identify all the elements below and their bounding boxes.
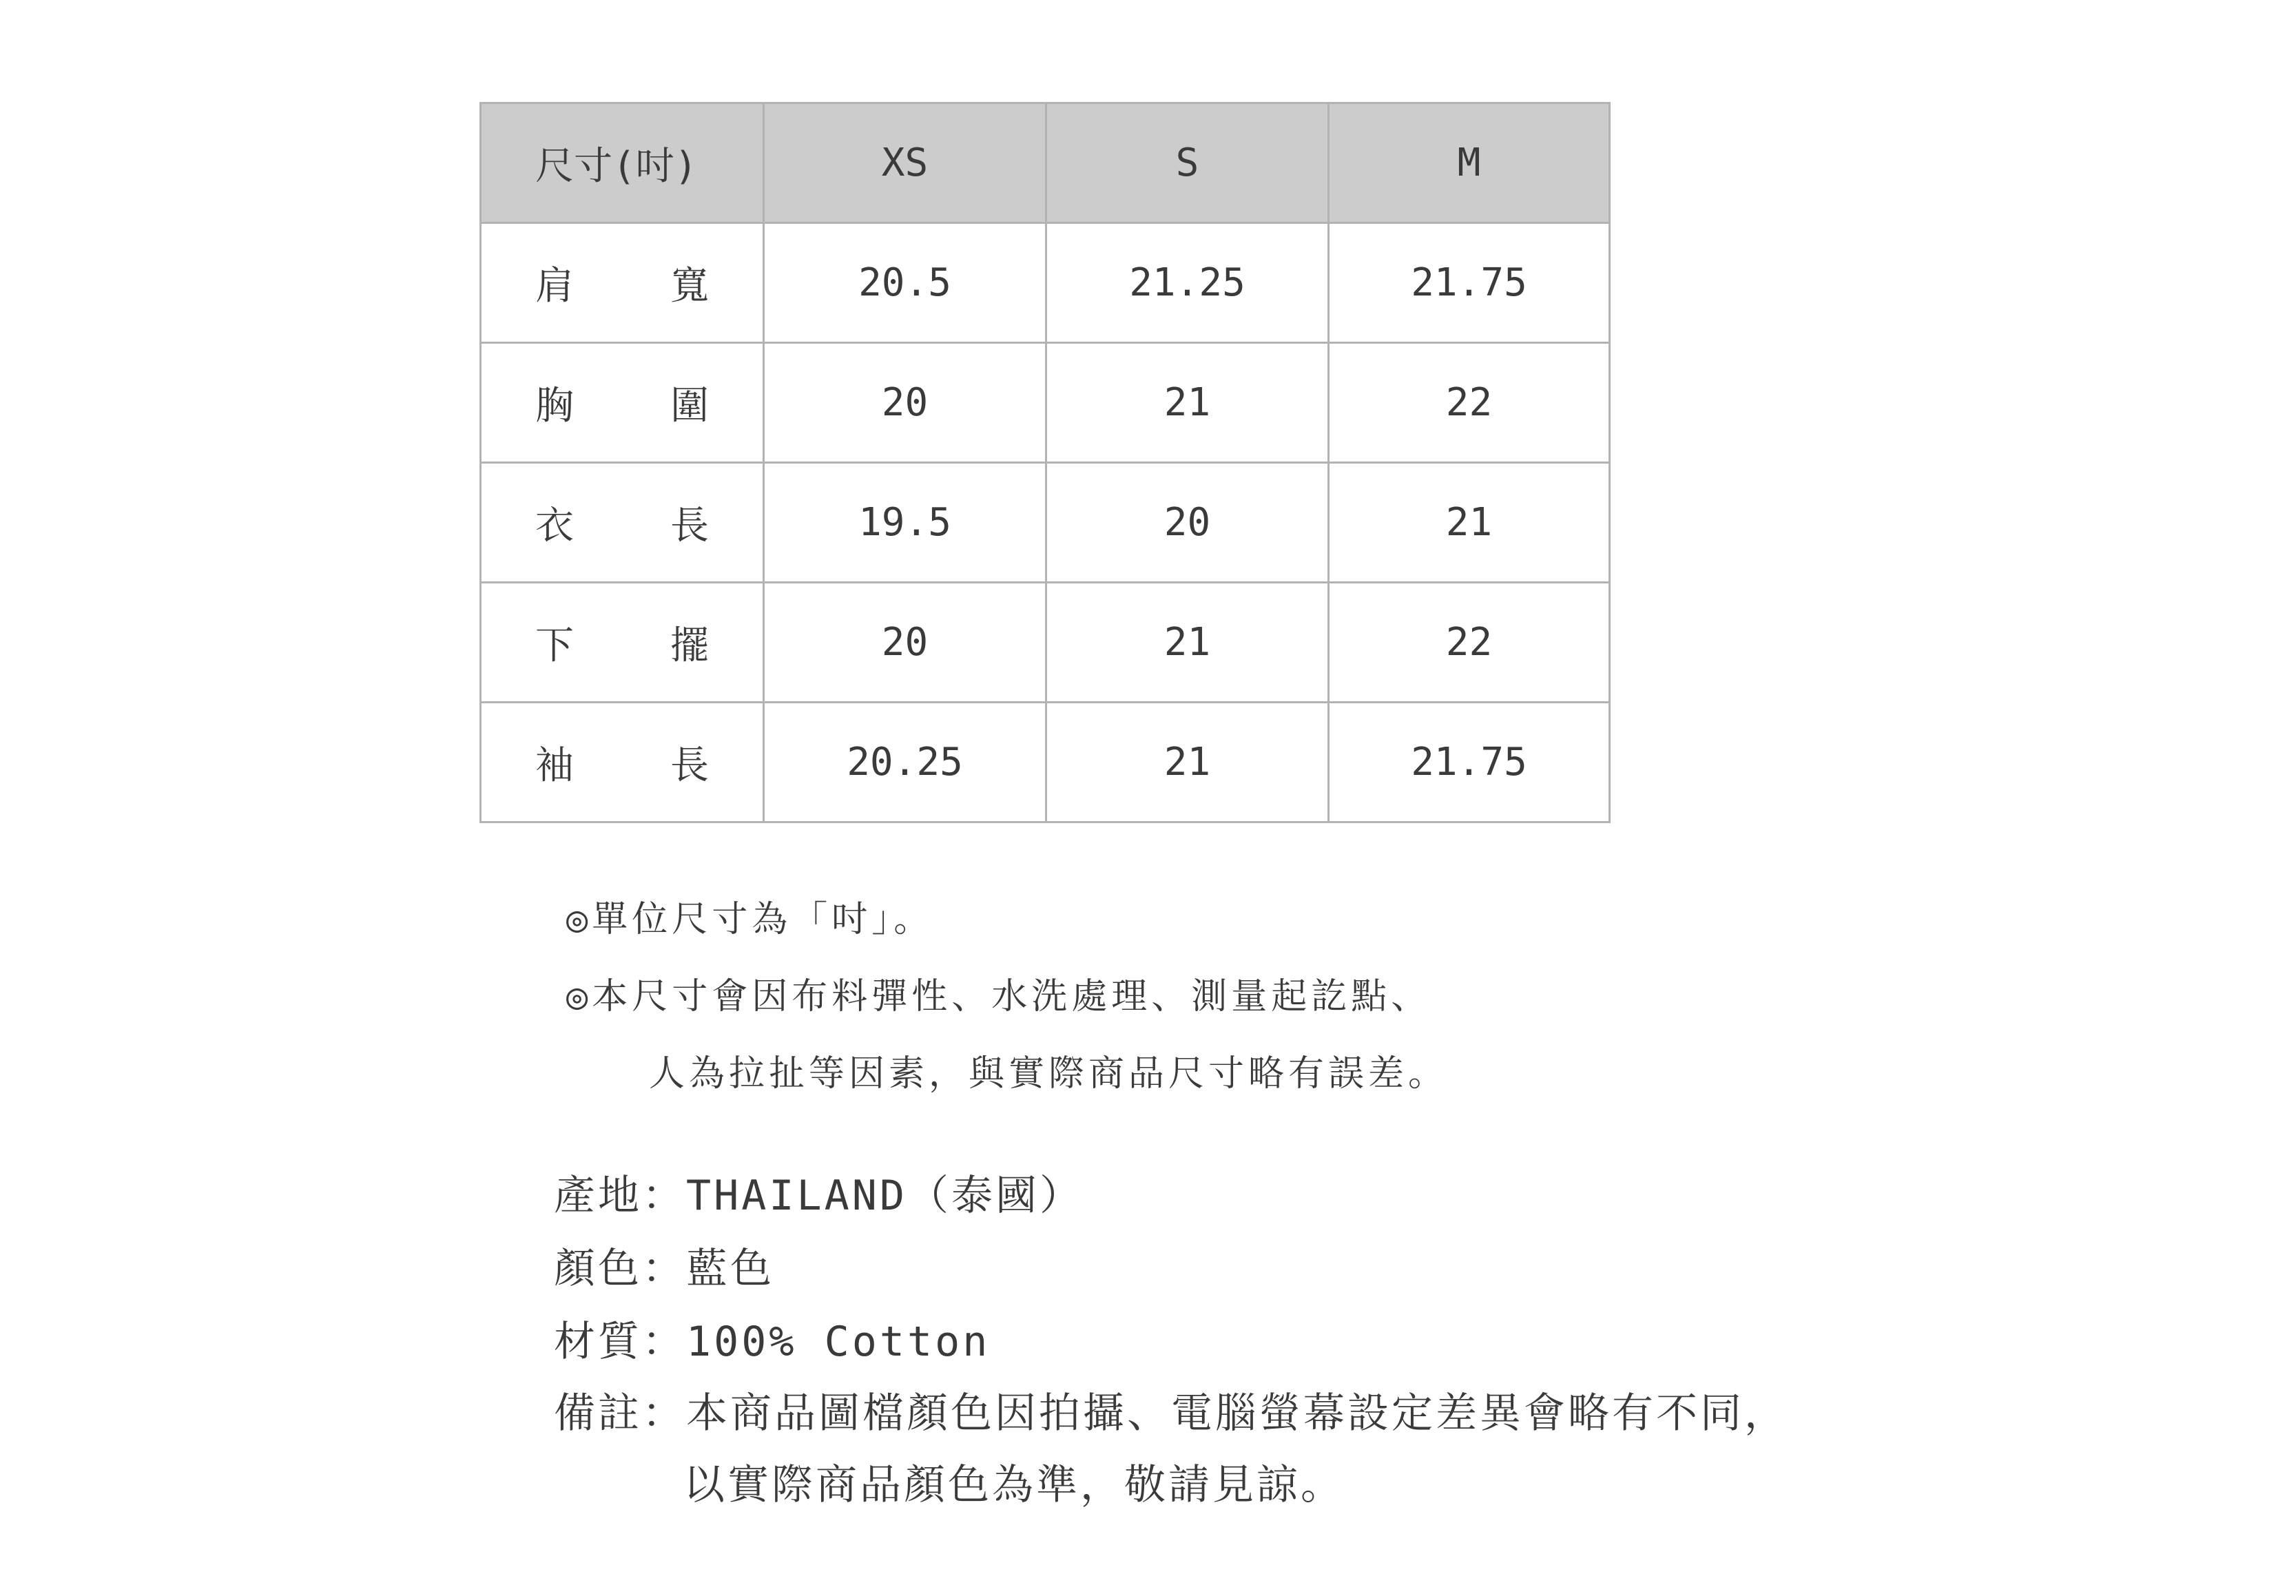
remark-info: 備註：本商品圖檔顏色因拍攝、電腦螢幕設定差異會略有不同， <box>554 1389 1788 1438</box>
table-cell: 20 <box>1046 463 1329 583</box>
row-label-char: 圍 <box>670 383 709 428</box>
table-row <box>481 703 1610 822</box>
table-row <box>481 223 1610 343</box>
row-label-char: 衣 <box>535 503 574 548</box>
row-label-length <box>481 463 764 583</box>
row-label-chest <box>481 343 764 463</box>
table-row <box>481 463 1610 583</box>
row-label-char: 袖 <box>535 743 574 788</box>
table-cell: 21 <box>1329 463 1610 583</box>
row-label-sleeve <box>481 703 764 822</box>
row-label-hem <box>481 583 764 703</box>
table-header-row <box>481 103 1610 223</box>
table-cell: 20 <box>764 583 1046 703</box>
table-cell: 22 <box>1329 583 1610 703</box>
row-label-shoulder <box>481 223 764 343</box>
header-size-xs: XS <box>764 103 1046 223</box>
table-cell: 21 <box>1046 343 1329 463</box>
table-cell: 21.75 <box>1329 223 1610 343</box>
row-label-char: 下 <box>535 623 574 668</box>
remark-info-continued: 以實際商品顏色為準，敬請見諒。 <box>683 1461 1345 1509</box>
table-cell: 20 <box>764 343 1046 463</box>
table-cell: 21.25 <box>1046 223 1329 343</box>
measurement-note: ◎本尺寸會因布料彈性、水洗處理、測量起訖點、 <box>566 976 1431 1017</box>
table-cell: 21 <box>1046 703 1329 822</box>
row-label-char: 長 <box>670 503 709 548</box>
table-cell: 19.5 <box>764 463 1046 583</box>
measurement-note-continued: 人為拉扯等因素，與實際商品尺寸略有誤差。 <box>649 1053 1449 1095</box>
row-label-char: 長 <box>670 743 709 788</box>
table-cell: 21.75 <box>1329 703 1610 822</box>
table-cell: 21 <box>1046 583 1329 703</box>
table-cell: 20.5 <box>764 223 1046 343</box>
row-label-char: 寬 <box>670 263 709 309</box>
size-chart-table <box>479 102 1611 823</box>
table-cell: 22 <box>1329 343 1610 463</box>
table-row <box>481 343 1610 463</box>
unit-note: ◎單位尺寸為「吋」。 <box>566 899 934 940</box>
header-size-m: M <box>1329 103 1610 223</box>
row-label-char: 擺 <box>670 623 709 668</box>
table-row <box>481 583 1610 703</box>
table-cell: 20.25 <box>764 703 1046 822</box>
header-size-s: S <box>1046 103 1329 223</box>
material-info: 材質：100% Cotton <box>554 1318 991 1366</box>
header-size-label: 尺寸(吋) <box>481 103 764 223</box>
row-label-char: 肩 <box>535 263 574 309</box>
color-info: 顏色：藍色 <box>554 1245 774 1293</box>
row-label-char: 胸 <box>535 383 574 428</box>
origin-info: 產地：THAILAND（泰國） <box>554 1172 1084 1220</box>
